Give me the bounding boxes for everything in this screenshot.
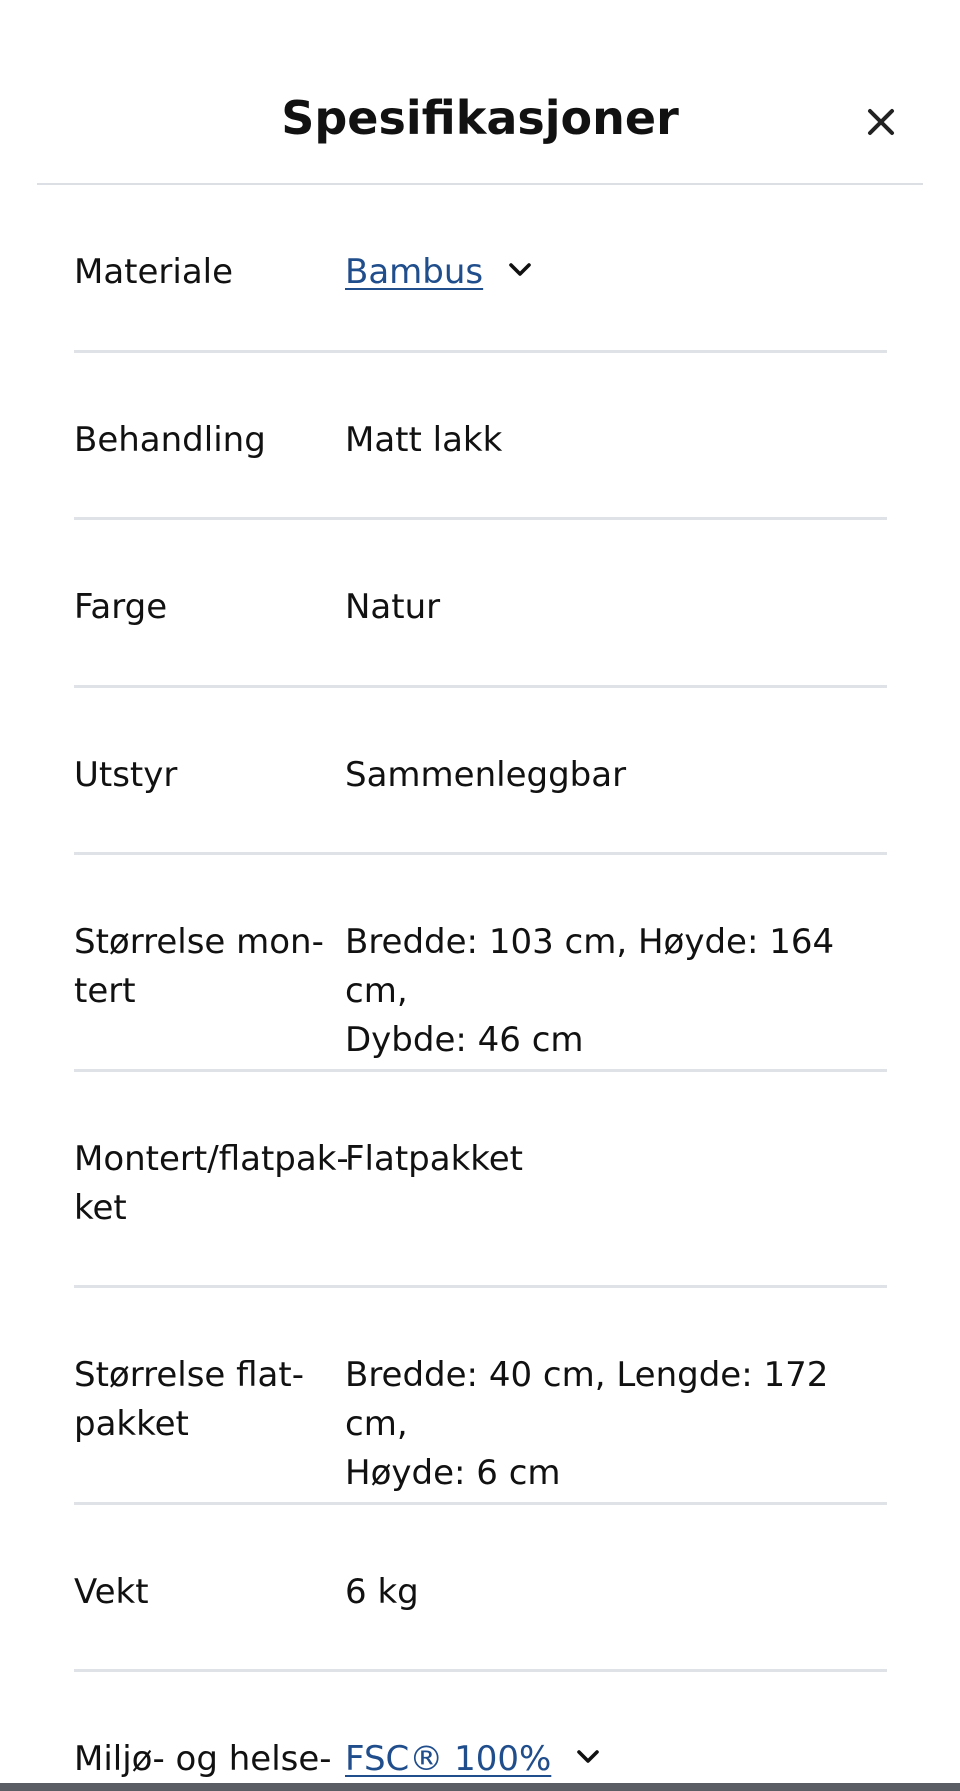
chevron-down-icon: [505, 255, 535, 285]
spec-label: Størrelse mon- tert: [74, 922, 324, 1011]
spec-row-behandling: [74, 353, 887, 521]
spec-value: Flatpakket: [345, 1138, 524, 1179]
chevron-down-icon: [573, 1742, 603, 1772]
bottom-scroll-edge: [0, 1783, 960, 1791]
certification-link[interactable]: FSC® 100%: [345, 1739, 552, 1779]
close-icon: [867, 108, 895, 136]
spec-value: [345, 1735, 887, 1784]
spec-label: Miljø- og helse-: [74, 1739, 332, 1779]
spec-value: Natur: [345, 587, 441, 627]
spec-list: [74, 185, 887, 1791]
spec-row-farge: [74, 520, 887, 688]
spec-label: Størrelse flat- pakket: [74, 1355, 304, 1444]
spec-value: Bredde: 40 cm, Lengde: 172 cm, Høyde: 6 cm: [345, 1355, 829, 1493]
spec-value: Sammenleggbar: [345, 754, 627, 795]
spec-label: Materiale: [74, 252, 234, 292]
page-title: Spesifikasjoner: [281, 91, 679, 145]
spec-label: Vekt: [74, 1571, 149, 1612]
spec-label: Montert/flatpak- ket: [74, 1138, 349, 1228]
spec-row-utstyr: [74, 688, 887, 856]
material-link[interactable]: Bambus: [345, 252, 484, 292]
spec-row-miljo-helse: [74, 1672, 887, 1791]
sheet-header: [0, 0, 960, 185]
spec-label: Farge: [74, 587, 168, 627]
spec-value: 6 kg: [345, 1571, 419, 1612]
expand-material-button[interactable]: [505, 255, 535, 285]
spec-row-materiale: [74, 185, 887, 353]
close-button[interactable]: [856, 97, 906, 147]
spec-value: Matt lakk: [345, 419, 503, 460]
spec-row-storrelse-montert: [74, 855, 887, 1072]
spec-row-montert-flatpakket: [74, 1072, 887, 1289]
spec-row-vekt: [74, 1505, 887, 1673]
spec-label: Utstyr: [74, 754, 178, 795]
expand-certification-button[interactable]: [573, 1742, 603, 1772]
spec-value: Bredde: 103 cm, Høyde: 164 cm, Dybde: 46 cm: [345, 922, 835, 1060]
spec-row-storrelse-flatpakket: [74, 1288, 887, 1505]
spec-value: [345, 248, 887, 297]
spec-label: Behandling: [74, 419, 266, 460]
